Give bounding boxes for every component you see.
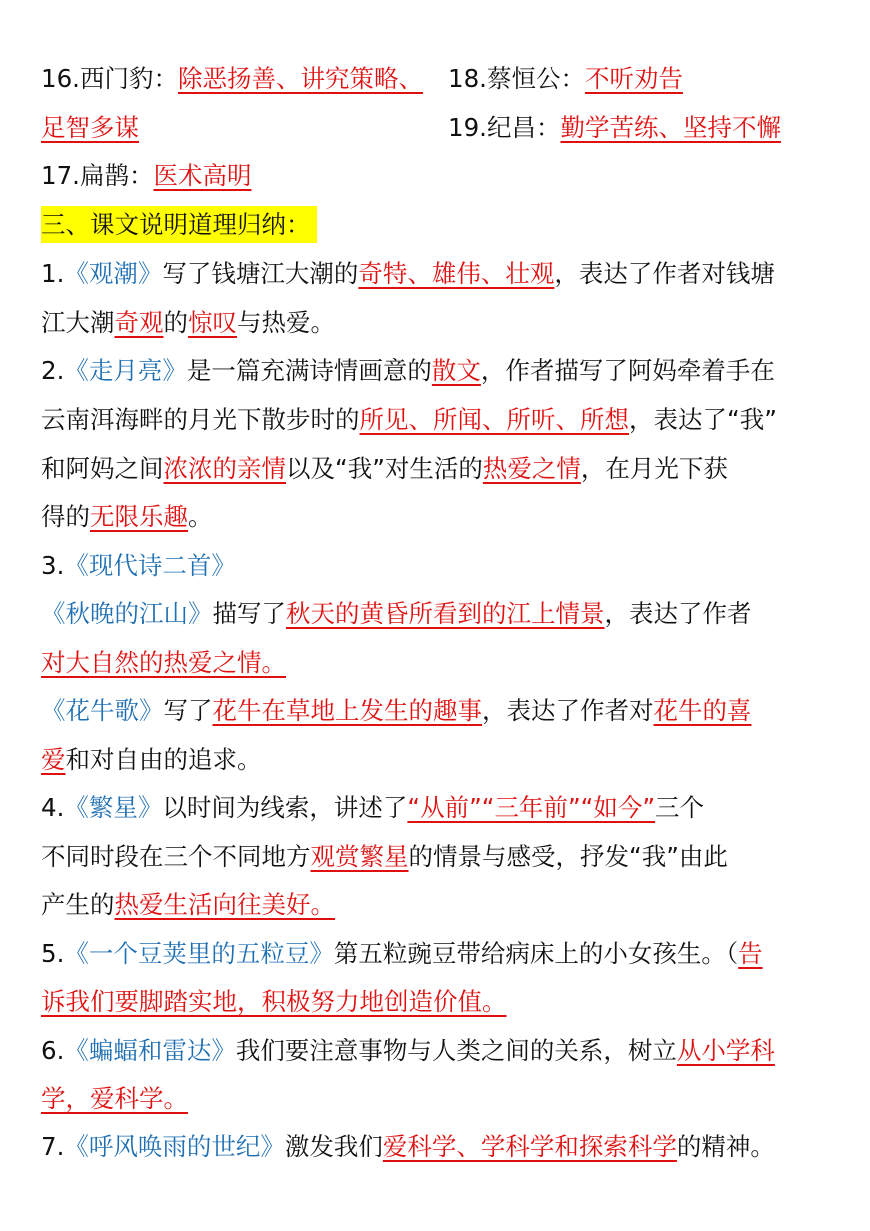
answer: 秋天的黄昏所看到的江上情景	[286, 599, 605, 628]
item-5-line-2	[41, 985, 507, 1019]
answer: 花牛的喜	[653, 696, 752, 725]
answer: 观赏繁星	[310, 842, 409, 871]
text: 描写了	[212, 599, 286, 628]
answer: “从前”“三年前”“如今”	[407, 793, 656, 822]
item-5-line-1	[41, 937, 763, 971]
answer: 爱	[41, 745, 66, 774]
text: 的精神。	[676, 1132, 775, 1161]
item-title: 《观潮》	[64, 259, 163, 288]
text: 以时间为线索，讲述了	[162, 793, 408, 822]
answer: 奇观	[114, 308, 164, 337]
item-title: 《走月亮》	[64, 356, 187, 385]
text: ，表达了作者	[604, 599, 752, 628]
item-3-poem-2-line-2	[41, 743, 262, 777]
item-caihenggong	[448, 62, 683, 96]
item-3-poem-2-line-1	[41, 694, 752, 728]
item-3-poem-1-line-1	[41, 597, 752, 631]
answer: 惊叹	[188, 308, 237, 337]
item-jichang	[448, 111, 781, 145]
text: 。	[188, 502, 213, 531]
answer: 足智多谋	[41, 113, 139, 142]
answer: 勤学苦练、坚持不懈	[560, 113, 781, 142]
answer: 从小学科	[676, 1036, 775, 1065]
text: 第五粒豌豆带给病床上的小女孩生。（	[333, 939, 739, 968]
label: 19.纪昌：	[448, 113, 561, 142]
text: ，作者描写了阿妈牵着手在	[480, 356, 775, 385]
text: 和阿妈之间	[41, 454, 164, 483]
item-title: 《呼风唤雨的世纪》	[64, 1132, 285, 1161]
item-1-line-2	[41, 306, 335, 340]
label: 16.西门豹：	[41, 64, 178, 93]
answer: 诉我们要脚踏实地，积极努力地创造价值。	[41, 987, 507, 1016]
answer: 无限乐趣	[90, 502, 188, 531]
text: 以及“我”对生活的	[286, 454, 483, 483]
answer: 除恶扬善、讲究策略、	[177, 64, 423, 93]
item-number: 7.	[41, 1132, 65, 1161]
item-number: 2.	[41, 356, 65, 385]
answer: 告	[738, 939, 763, 968]
answer: 对大自然的热爱之情。	[41, 648, 286, 677]
text: 云南洱海畔的月光下散步时的	[41, 405, 360, 434]
text: ，在月光下获	[580, 454, 728, 483]
section-heading	[41, 208, 317, 242]
item-2-line-3	[41, 452, 728, 486]
text: 激发我们	[284, 1132, 383, 1161]
text: ，表达了“我”	[629, 405, 777, 434]
poem-title: 《花牛歌》	[41, 696, 164, 725]
answer: 所见、所闻、所听、所想	[359, 405, 629, 434]
item-2-line-2	[41, 403, 777, 437]
answer: 医术高明	[153, 161, 252, 190]
text: 三个	[655, 793, 705, 822]
item-number: 6.	[41, 1036, 65, 1065]
item-title: 《现代诗二首》	[64, 551, 236, 580]
answer: 学，爱科学。	[41, 1084, 188, 1113]
item-3-poem-1-line-2	[41, 646, 286, 680]
text: 的	[163, 308, 188, 337]
text: 的情景与感受，抒发“我”由此	[408, 842, 728, 871]
item-number: 5.	[41, 939, 65, 968]
item-bianque	[41, 159, 251, 193]
item-title: 《一个豆荚里的五粒豆》	[64, 939, 334, 968]
text: 产生的	[41, 890, 115, 919]
answer: 热爱生活向往美好。	[114, 890, 335, 919]
answer: 热爱之情	[482, 454, 581, 483]
text: 是一篇充满诗情画意的	[186, 356, 432, 385]
text: 与热爱。	[237, 308, 335, 337]
item-number: 4.	[41, 793, 65, 822]
answer: 奇特、雄伟、壮观	[358, 259, 555, 288]
item-4-line-1	[41, 791, 704, 825]
answer: 浓浓的亲情	[163, 454, 286, 483]
text: 不同时段在三个不同地方	[41, 842, 311, 871]
heading-highlight: 三、课文说明道理归纳：	[41, 206, 317, 243]
answer: 爱科学、学科学和探索科学	[382, 1132, 677, 1161]
label: 18.蔡恒公：	[448, 64, 585, 93]
answer: 散文	[431, 356, 481, 385]
item-title: 《蝙蝠和雷达》	[64, 1036, 236, 1065]
item-1-line-1	[41, 257, 775, 291]
text: ，表达了作者对	[482, 696, 654, 725]
item-number: 1.	[41, 259, 65, 288]
item-6-line-2	[41, 1082, 188, 1116]
item-ximenbao	[41, 62, 423, 96]
item-4-line-2	[41, 840, 728, 874]
answer: 花牛在草地上发生的趣事	[212, 696, 482, 725]
item-7-line-1	[41, 1130, 775, 1164]
item-ximenbao-cont	[41, 111, 139, 145]
item-6-line-1	[41, 1034, 775, 1068]
label: 17.扁鹊：	[41, 161, 154, 190]
text: 和对自由的追求。	[65, 745, 262, 774]
text: 得的	[41, 502, 90, 531]
item-title: 《繁星》	[64, 793, 163, 822]
item-2-line-4	[41, 500, 213, 534]
item-4-line-3	[41, 888, 335, 922]
text: 写了	[163, 696, 213, 725]
item-number: 3.	[41, 551, 65, 580]
item-2-line-1	[41, 354, 775, 388]
poem-title: 《秋晚的江山》	[41, 599, 213, 628]
item-3-heading	[41, 549, 236, 583]
text: 江大潮	[41, 308, 115, 337]
answer: 不听劝告	[584, 64, 683, 93]
text: ，表达了作者对钱塘	[554, 259, 775, 288]
text: 写了钱塘江大潮的	[162, 259, 359, 288]
text: 我们要注意事物与人类之间的关系，树立	[235, 1036, 677, 1065]
